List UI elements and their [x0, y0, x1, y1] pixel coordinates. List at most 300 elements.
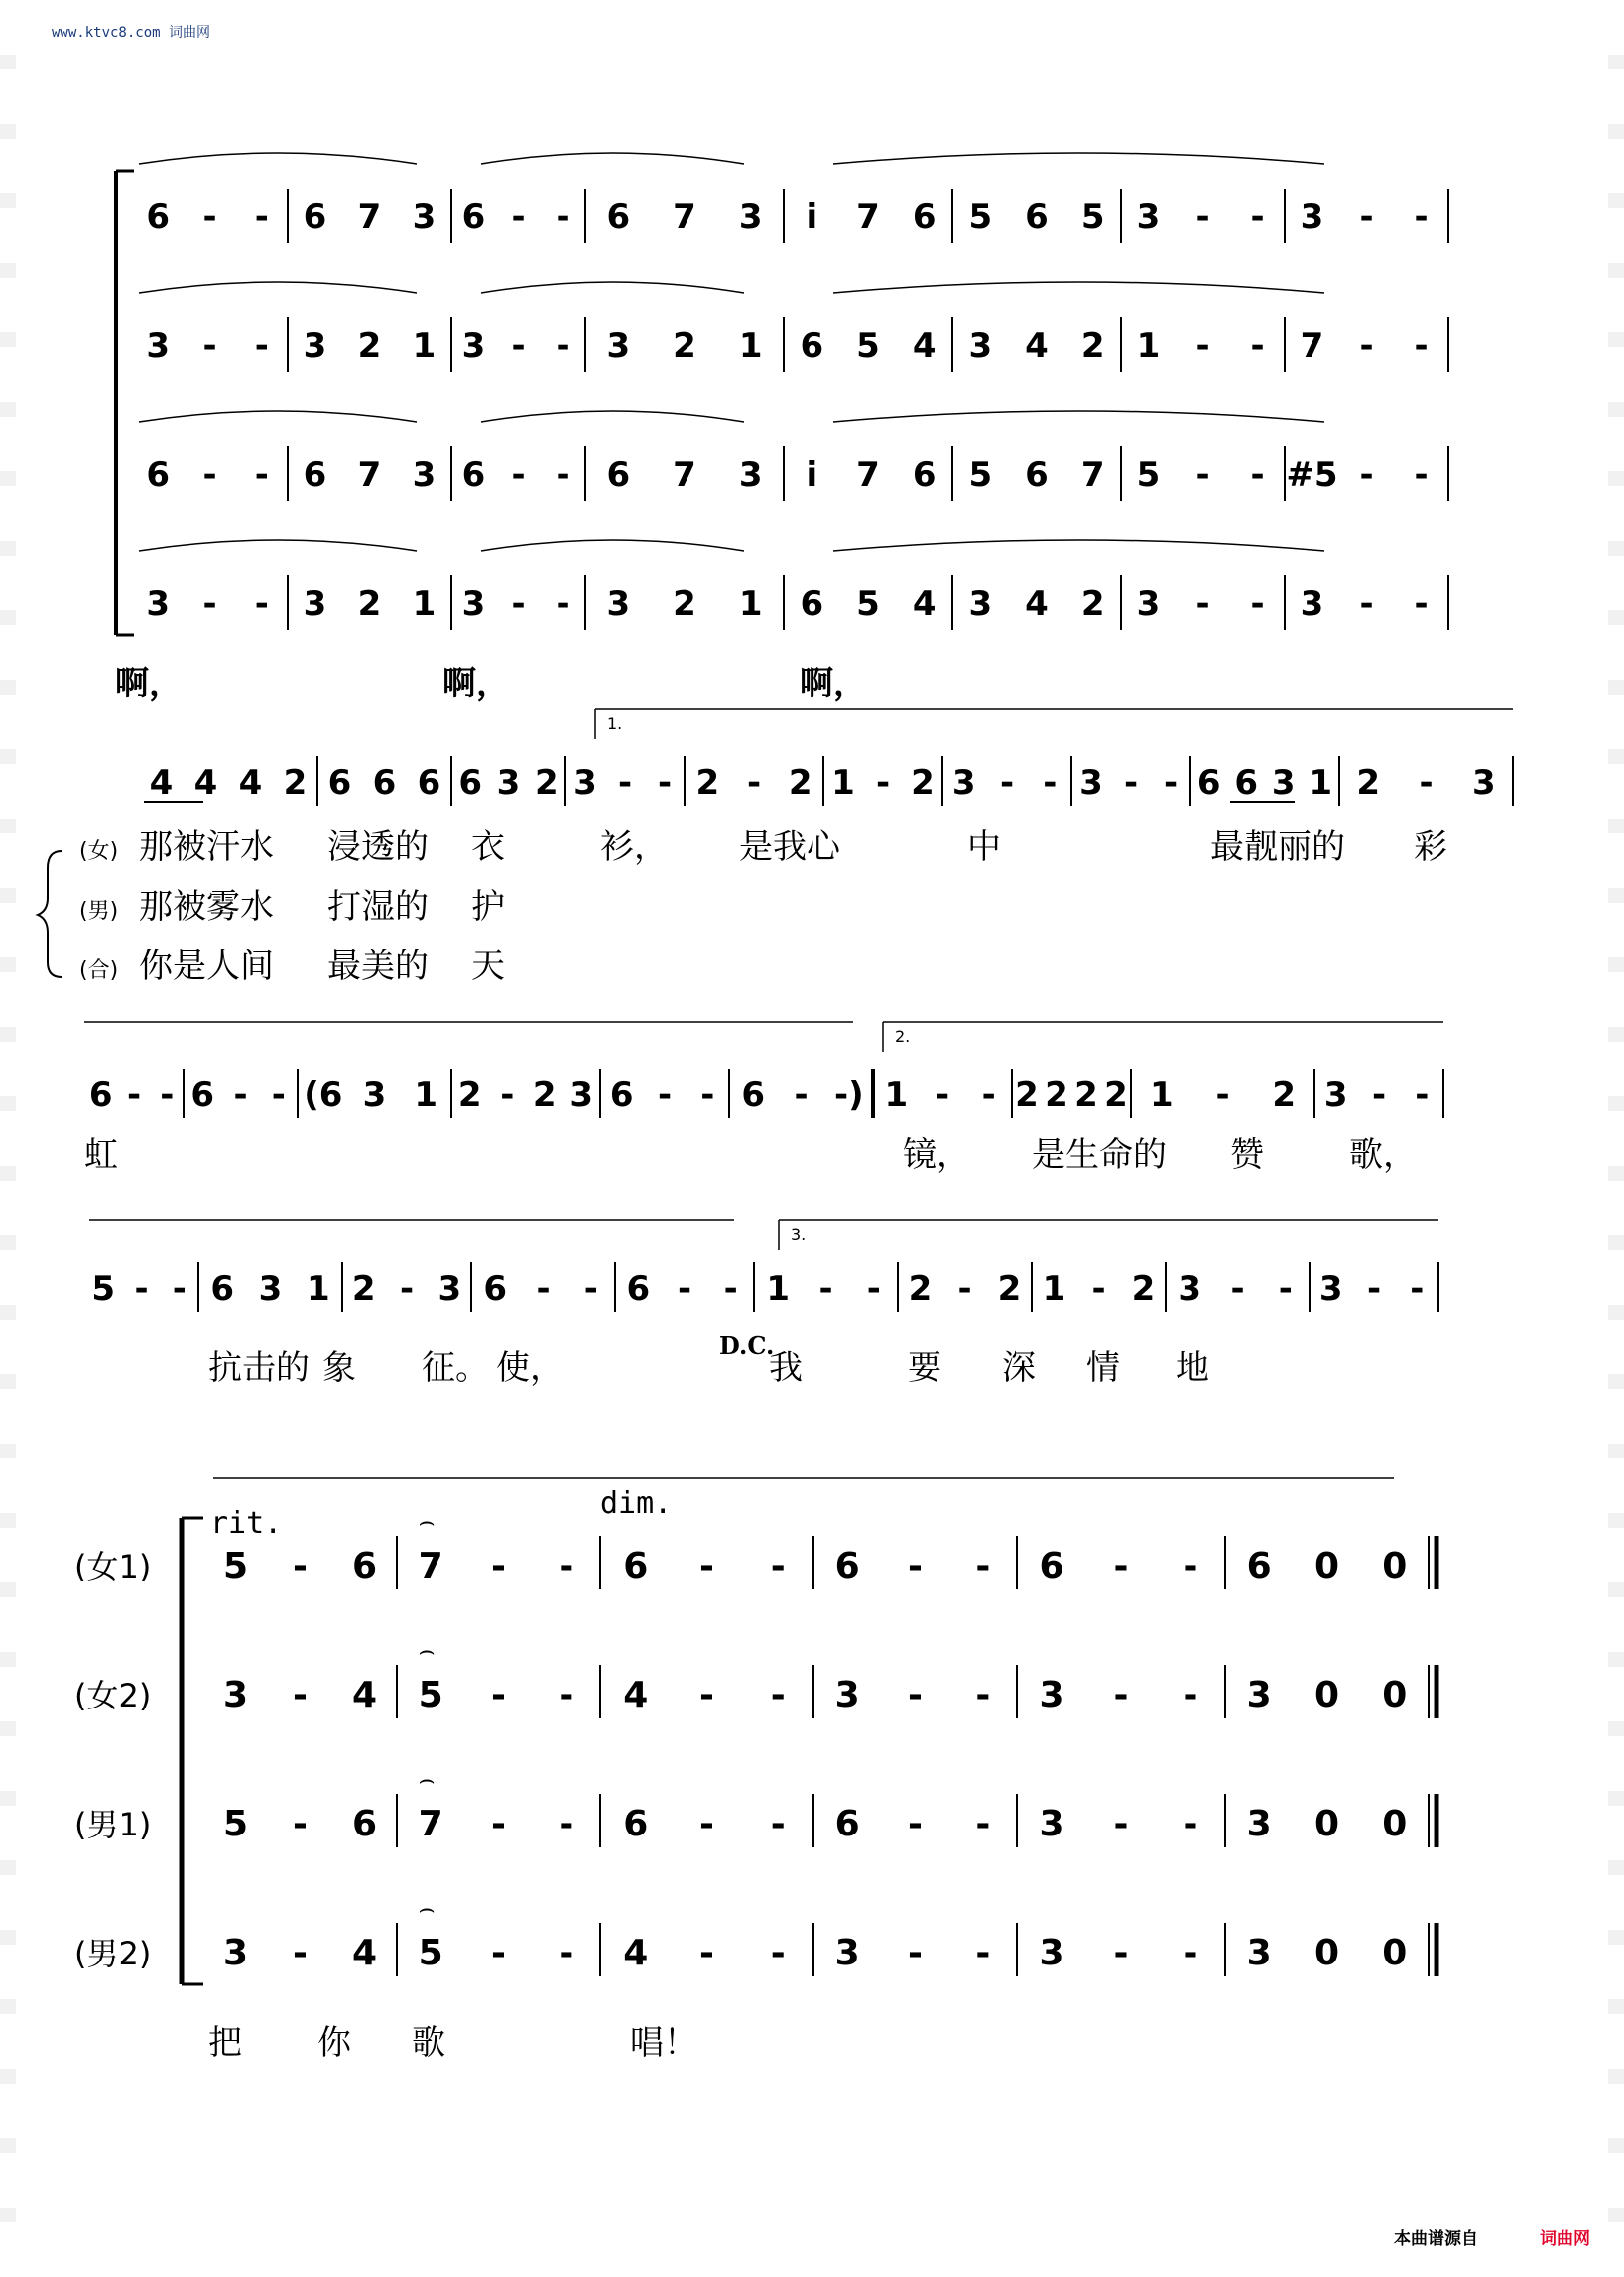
system-3-measure-note: 6: [609, 1075, 634, 1115]
system-5-part-1-note: 6: [1039, 1546, 1064, 1586]
system-4-lyric: 深: [1002, 1348, 1036, 1388]
system-3-measure-note: -: [700, 1075, 715, 1115]
system-1-row-1-note: 6: [912, 197, 937, 237]
system-2-measure-note: -: [1163, 763, 1179, 803]
system-5-part-4-note: 4: [623, 1933, 649, 1973]
system-4-measure-note: -: [172, 1269, 187, 1309]
system-1-row-3-note: 7: [856, 455, 880, 495]
system-1-slur: [139, 540, 417, 551]
dim-marking: dim.: [600, 1486, 673, 1521]
system-2-measure-note: -: [1419, 763, 1434, 803]
system-1-slur: [833, 282, 1324, 293]
system-4-lyric: 使，: [496, 1348, 563, 1388]
system-5-part-3-note: -: [1183, 1804, 1198, 1844]
system-5-part-1-note: -: [699, 1546, 714, 1586]
system-2-measure-note: 3: [1079, 763, 1103, 803]
system-5-part-3-note: -: [491, 1804, 506, 1844]
system-2-lyric: 天: [471, 947, 505, 986]
system-2-measure-note: 2: [1356, 763, 1381, 803]
system-1-lyric: 啊，: [800, 664, 867, 703]
system-1-row-1-note: 7: [357, 197, 382, 237]
system-4-measure-note: -: [1230, 1269, 1245, 1309]
system-5-part-2-note: -: [1113, 1675, 1129, 1715]
system-2-measure-note: 1: [1309, 763, 1333, 803]
volta-1-label: 1.: [607, 714, 623, 733]
system-1-row-2-note: 3: [146, 326, 171, 366]
system-3-lyric: 是生命的: [1032, 1135, 1167, 1175]
system-2-measure-note: 3: [1471, 763, 1496, 803]
system-1-row-2-note: 4: [912, 326, 937, 366]
system-4-measure-note: 1: [306, 1269, 330, 1309]
system-5-part-3-note: 3: [1246, 1804, 1272, 1844]
system-2-measure-note: 6: [417, 763, 441, 803]
system-2-measure-note: -: [999, 763, 1015, 803]
system-3-measure-note: 3: [362, 1075, 387, 1115]
system-4-measure-note: -: [1366, 1269, 1382, 1309]
system-5-part-3-note: 0: [1313, 1804, 1340, 1844]
volta-3-label: 3.: [791, 1225, 807, 1244]
system-1-row-3-note: -: [1195, 455, 1210, 495]
system-1-row-1-note: 3: [1300, 197, 1324, 237]
system-2-lyric-brace: [38, 851, 62, 977]
system-5-part-4-note: 3: [1039, 1933, 1064, 1973]
system-1-lyric: 啊，: [115, 664, 183, 703]
system-2-lyric: 护: [471, 887, 505, 927]
system-1-row-3-note: 6: [1025, 455, 1049, 495]
system-1-row-1-note: 6: [303, 197, 327, 237]
system-4-measure-note: -: [1278, 1269, 1293, 1309]
system-1-row-1-note: 7: [673, 197, 696, 237]
system-4-measure-note: -: [399, 1269, 415, 1309]
system-5-part-1-note: 0: [1382, 1546, 1408, 1586]
system-3-measure-note: -: [1415, 1075, 1430, 1115]
system-1-row-4-note: 2: [1080, 584, 1105, 624]
system-2-lyric-tag: (女): [79, 839, 119, 864]
system-1-slur: [139, 153, 417, 164]
system-1-row-3-note: -: [556, 455, 570, 495]
system-5-part-2-note: 4: [623, 1675, 649, 1715]
system-5-part-4-note: -: [491, 1933, 506, 1973]
system-1-row-2-note: 1: [738, 326, 763, 366]
system-2-lyric-tag: (合): [79, 958, 119, 983]
system-3-measure-note: -: [126, 1075, 142, 1115]
system-1-row-4-note: 4: [912, 584, 937, 624]
site-header: www.ktvc8.com 词曲网: [52, 25, 211, 41]
fermata-icon: ⌢: [418, 1894, 436, 1924]
system-2-lyric: 中: [967, 827, 1001, 867]
system-5-lyric: 唱！: [630, 2023, 697, 2063]
system-5-part-4-note: -: [1183, 1933, 1198, 1973]
system-3-measure-note: -: [160, 1075, 175, 1115]
system-3-measure-note: -: [1215, 1075, 1230, 1115]
system-2-measure-note: 3: [951, 763, 976, 803]
dc-marking: D.C.: [719, 1331, 775, 1360]
system-3-lyric: 虹: [84, 1135, 118, 1175]
system-3-lyric: 赞: [1230, 1135, 1264, 1175]
system-4-measure-note: -: [536, 1269, 551, 1309]
system-1-row-2-note: 3: [303, 326, 327, 366]
system-1-row-2-note: 1: [1136, 326, 1161, 366]
system-5-part-1-note: 7: [418, 1546, 443, 1586]
system-5-part-3-note: 6: [351, 1804, 378, 1844]
system-5-part-3-note: 5: [222, 1804, 249, 1844]
system-1-row-1-note: 6: [606, 197, 631, 237]
system-1-row-2-note: -: [1359, 326, 1374, 366]
system-5-part-2-note: 0: [1313, 1675, 1340, 1715]
system-1-row-1-note: -: [202, 197, 217, 237]
system-1-row-3-note: 3: [738, 455, 763, 495]
system-3-measure-note: 6: [88, 1075, 113, 1115]
system-5-part-1-note: -: [491, 1546, 506, 1586]
system-3-measure-note: -: [233, 1075, 248, 1115]
system-3-measure-note: -: [657, 1075, 673, 1115]
system-5-part-4-note: 3: [1246, 1933, 1272, 1973]
system-4-lyric: 抗击的: [208, 1348, 310, 1388]
system-1-row-3-note: 5: [968, 455, 993, 495]
system-1-row-1-note: 3: [412, 197, 437, 237]
system-2-measure-note: 4: [149, 763, 174, 803]
system-4-measure-note: 1: [766, 1269, 791, 1309]
system-1-row-4-note: 2: [357, 584, 382, 624]
system-4-measure-note: -: [1410, 1269, 1425, 1309]
system-3-measure-note: 2: [532, 1075, 557, 1115]
system-1-row-3-note: 6: [303, 455, 327, 495]
system-2-measure-note: 3: [496, 763, 521, 803]
system-5-part-1-note: 6: [351, 1546, 378, 1586]
system-5-part-3-note: -: [699, 1804, 714, 1844]
system-5-part-3-note: 6: [834, 1804, 860, 1844]
system-1-row-1-note: -: [1250, 197, 1265, 237]
system-5-part-label: (男2): [74, 1935, 152, 1972]
system-5-part-1-note: -: [975, 1546, 991, 1586]
system-1-slur: [833, 153, 1324, 164]
system-1-row-1-note: -: [254, 197, 269, 237]
system-1-row-4-note: 2: [673, 584, 696, 624]
system-5-part-4-note: -: [559, 1933, 574, 1973]
system-1-row-4-note: 3: [303, 584, 327, 624]
system-5-part-3-note: 3: [1039, 1804, 1064, 1844]
system-4-lyric: 情: [1086, 1348, 1120, 1388]
system-2-measure-note: 2: [534, 763, 559, 803]
system-1-row-4-note: -: [1414, 584, 1429, 624]
system-5-part-1-note: 0: [1313, 1546, 1340, 1586]
system-3-measure-note: -: [1371, 1075, 1387, 1115]
system-3-measure-note: (6: [304, 1075, 343, 1115]
system-1-row-3-note: 7: [673, 455, 696, 495]
system-5-part-4-note: 4: [351, 1933, 378, 1973]
system-5-part-4-note: -: [908, 1933, 923, 1973]
system-4-lyric: 象: [322, 1348, 356, 1388]
system-1-row-4-note: 3: [146, 584, 171, 624]
system-5-part-3-note: -: [908, 1804, 923, 1844]
system-4-measure-note: -: [957, 1269, 972, 1309]
system-5-part-2-note: -: [559, 1675, 574, 1715]
system-1-row-2-note: 2: [673, 326, 696, 366]
system-1-row-2-note: -: [556, 326, 570, 366]
system-1-row-3-note: 6: [912, 455, 937, 495]
system-1-row-3-note: 5: [1136, 455, 1161, 495]
system-4-measure-note: 1: [1042, 1269, 1066, 1309]
system-1-row-4-note: 1: [738, 584, 763, 624]
system-5-part-1-note: -: [559, 1546, 574, 1586]
system-2-lyric-tag: (男): [79, 899, 119, 924]
system-4-measure-note: 2: [908, 1269, 933, 1309]
system-1-row-4-note: -: [1359, 584, 1374, 624]
system-1-row-1-note: i: [806, 197, 818, 237]
system-1-row-1-note: -: [1195, 197, 1210, 237]
system-1-row-3-note: -: [254, 455, 269, 495]
rit-marking: rit.: [210, 1506, 283, 1541]
system-2-measure-note: 6: [1196, 763, 1221, 803]
fermata-icon: ⌢: [418, 1636, 436, 1666]
system-1-row-3-note: 6: [606, 455, 631, 495]
system-1-row-1-note: -: [1414, 197, 1429, 237]
system-3-lyric: 镜，: [903, 1135, 970, 1175]
system-1-slur: [481, 153, 744, 164]
system-1-row-4-note: -: [254, 584, 269, 624]
system-4-measure-note: 5: [91, 1269, 116, 1309]
system-5-part-2-note: -: [975, 1675, 991, 1715]
system-2-measure-note: -: [1043, 763, 1058, 803]
system-5-part-1-note: -: [770, 1546, 786, 1586]
system-3-measure-note: 6: [741, 1075, 766, 1115]
system-4-lyric: 地: [1176, 1348, 1209, 1388]
system-3-measure-note: 2: [1272, 1075, 1297, 1115]
system-1-row-3-note: 6: [146, 455, 171, 495]
system-2-measure-note: -: [657, 763, 673, 803]
system-1-row-2-note: 3: [461, 326, 486, 366]
system-1-row-2-note: 4: [1025, 326, 1049, 366]
system-5-part-4-note: -: [699, 1933, 714, 1973]
system-1-row-4-note: 6: [800, 584, 824, 624]
system-1-row-2-note: -: [1195, 326, 1210, 366]
system-1-row-4-note: -: [1250, 584, 1265, 624]
system-1-row-1-note: 3: [738, 197, 763, 237]
system-4-measure-note: 3: [1318, 1269, 1343, 1309]
system-1-row-3-note: -: [1250, 455, 1265, 495]
system-1-row-2-note: -: [1250, 326, 1265, 366]
system-4-lyric: 我: [769, 1348, 803, 1388]
system-2-lyric: 是我心: [739, 827, 840, 867]
system-5-part-3-note: 6: [623, 1804, 649, 1844]
system-2-measure-note: 4: [193, 763, 218, 803]
system-3-measure-note: 3: [569, 1075, 594, 1115]
system-1-row-2-note: -: [254, 326, 269, 366]
system-1-row-2-note: 1: [412, 326, 437, 366]
system-5-part-4-note: -: [293, 1933, 308, 1973]
system-1-row-4-note: 3: [461, 584, 486, 624]
system-3-measure-note: -: [271, 1075, 286, 1115]
system-5-part-1-note: -: [1183, 1546, 1198, 1586]
system-5-part-2-note: 0: [1382, 1675, 1408, 1715]
system-5-part-label: (女2): [74, 1677, 152, 1714]
system-1-row-1-note: -: [511, 197, 526, 237]
system-5-part-1-note: 6: [623, 1546, 649, 1586]
system-2-measure-note: 2: [911, 763, 935, 803]
system-5-part-4-note: 5: [418, 1933, 443, 1973]
system-3-measure-note: 3: [1323, 1075, 1348, 1115]
system-4-lyric: 要: [908, 1348, 941, 1388]
system-4-measure-note: 3: [258, 1269, 283, 1309]
system-5-part-4-note: 0: [1313, 1933, 1340, 1973]
system-4-measure-note: 2: [997, 1269, 1022, 1309]
system-4-measure-note: 3: [1178, 1269, 1202, 1309]
system-1-row-1-note: 5: [968, 197, 993, 237]
system-1-row-2-note: 5: [856, 326, 880, 366]
system-5-part-2-note: 3: [1246, 1675, 1272, 1715]
system-1-slur: [481, 540, 744, 551]
system-2-lyric: 打湿的: [327, 887, 429, 927]
system-1-row-4-note: 4: [1025, 584, 1049, 624]
system-5-part-2-note: 5: [418, 1675, 443, 1715]
system-5-part-1-note: 6: [1246, 1546, 1272, 1586]
system-1-row-4-note: 1: [412, 584, 437, 624]
system-1-slur: [481, 282, 744, 293]
system-1-row-3-note: -: [202, 455, 217, 495]
system-5-part-label: (女1): [74, 1548, 152, 1585]
system-1-row-1-note: 6: [1025, 197, 1049, 237]
system-2-measure-note: -: [617, 763, 633, 803]
system-5-part-1-note: 5: [222, 1546, 249, 1586]
system-2-lyric: 那被汗水: [139, 827, 274, 867]
system-1-row-2-note: 2: [357, 326, 382, 366]
system-4-measure-note: -: [723, 1269, 738, 1309]
system-1-row-2-note: -: [1414, 326, 1429, 366]
system-5-part-4-note: 3: [222, 1933, 249, 1973]
system-4-measure-note: 2: [1131, 1269, 1156, 1309]
system-3-measure-note: 1: [414, 1075, 438, 1115]
system-3-measure-note: -: [794, 1075, 809, 1115]
system-3-measure-note: 6: [190, 1075, 215, 1115]
system-2-lyric: 最靓丽的: [1210, 827, 1345, 867]
system-1-slur: [481, 411, 744, 422]
system-3-measure-note: -: [500, 1075, 515, 1115]
system-5-part-2-note: -: [770, 1675, 786, 1715]
system-3-measure-note: -): [834, 1075, 864, 1115]
system-2-lyric: 你是人间: [139, 947, 274, 986]
system-5-part-1-note: -: [293, 1546, 308, 1586]
system-4-measure-note: -: [1091, 1269, 1106, 1309]
system-1-row-4-note: -: [511, 584, 526, 624]
system-5-part-4-note: -: [975, 1933, 991, 1973]
system-1-row-2-note: 3: [968, 326, 993, 366]
system-2-lyric: 衫，: [600, 827, 668, 867]
system-1-row-2-note: 2: [1080, 326, 1105, 366]
system-3-measure-note: 2: [1015, 1075, 1039, 1115]
system-5-part-3-note: -: [770, 1804, 786, 1844]
system-5-part-2-note: -: [293, 1675, 308, 1715]
system-1-row-3-note: 6: [461, 455, 486, 495]
system-5-part-2-note: -: [1183, 1675, 1198, 1715]
system-5-part-3-note: 7: [418, 1804, 443, 1844]
system-1-row-4-note: -: [556, 584, 570, 624]
system-2-lyric: 衣: [471, 827, 505, 867]
system-1-slur: [139, 411, 417, 422]
system-2-measure-note: 2: [695, 763, 720, 803]
system-3-measure-note: 2: [1104, 1075, 1128, 1115]
system-4-measure-note: 3: [437, 1269, 462, 1309]
system-1-row-3-note: #5: [1286, 455, 1338, 495]
system-3-lyric: 歌，: [1349, 1135, 1417, 1175]
system-4-measure-note: 2: [351, 1269, 376, 1309]
system-2-measure-note: 6: [327, 763, 352, 803]
system-4-measure-note: -: [583, 1269, 598, 1309]
system-1-row-1-note: 6: [461, 197, 486, 237]
system-2-measure-note: 2: [788, 763, 812, 803]
system-3-measure-note: -: [935, 1075, 950, 1115]
system-4-measure-note: -: [677, 1269, 692, 1309]
system-1-row-2-note: -: [202, 326, 217, 366]
system-5-lyric: 你: [317, 2023, 351, 2063]
footer-brand[interactable]: 词曲网: [1540, 2229, 1590, 2249]
system-5-part-2-note: -: [908, 1675, 923, 1715]
system-5-part-3-note: -: [975, 1804, 991, 1844]
system-5-part-2-note: 3: [1039, 1675, 1064, 1715]
system-5-lyric: 把: [208, 2023, 242, 2063]
system-4-measure-note: 6: [626, 1269, 651, 1309]
system-3-measure-note: 1: [1149, 1075, 1174, 1115]
system-2-measure-note: 6: [458, 763, 483, 803]
system-1-row-4-note: 5: [856, 584, 880, 624]
system-5-part-3-note: -: [1113, 1804, 1129, 1844]
system-3-measure-note: 2: [1074, 1075, 1098, 1115]
system-2-measure-note: 6: [1234, 763, 1259, 803]
system-1-row-1-note: 6: [146, 197, 171, 237]
system-5-part-2-note: 3: [834, 1675, 860, 1715]
system-5-part-3-note: 0: [1382, 1804, 1408, 1844]
system-1-row-2-note: 6: [800, 326, 824, 366]
system-4-measure-note: -: [818, 1269, 833, 1309]
system-3-measure-note: 2: [1045, 1075, 1068, 1115]
system-5-part-3-note: -: [293, 1804, 308, 1844]
system-4-measure-note: -: [134, 1269, 149, 1309]
system-1-row-1-note: -: [1359, 197, 1374, 237]
system-5-part-2-note: 4: [351, 1675, 378, 1715]
system-2-measure-note: 2: [283, 763, 308, 803]
system-5-lyric: 歌: [412, 2023, 445, 2063]
system-2-lyric: 最美的: [327, 947, 429, 986]
system-1-slur: [833, 411, 1324, 422]
system-1-row-3-note: i: [806, 455, 818, 495]
system-5-part-2-note: -: [699, 1675, 714, 1715]
system-2-measure-note: 3: [573, 763, 597, 803]
system-2-lyric: 浸透的: [327, 827, 429, 867]
system-2-measure-note: -: [746, 763, 762, 803]
system-1-slur: [139, 282, 417, 293]
system-4-lyric: 征。: [422, 1348, 489, 1388]
system-3-measure-note: 2: [457, 1075, 482, 1115]
system-1-row-4-note: -: [202, 584, 217, 624]
system-5-part-label: (男1): [74, 1806, 152, 1843]
system-5-part-4-note: -: [770, 1933, 786, 1973]
system-5-part-2-note: 3: [222, 1675, 249, 1715]
system-5-part-4-note: -: [1113, 1933, 1129, 1973]
system-1-lyric: 啊，: [442, 664, 510, 703]
system-1-row-2-note: 3: [606, 326, 631, 366]
system-1-row-4-note: 3: [1136, 584, 1161, 624]
system-4-measure-note: 6: [483, 1269, 508, 1309]
system-1-row-2-note: 7: [1300, 326, 1324, 366]
system-1-row-2-note: -: [511, 326, 526, 366]
system-1-row-3-note: -: [1359, 455, 1374, 495]
system-2-lyric: 彩: [1414, 827, 1447, 867]
system-2-measure-note: -: [1123, 763, 1139, 803]
system-1-row-1-note: 3: [1136, 197, 1161, 237]
system-2-measure-note: -: [875, 763, 891, 803]
system-2-measure-note: 6: [372, 763, 397, 803]
system-3-measure-note: -: [981, 1075, 996, 1115]
system-1-row-1-note: -: [556, 197, 570, 237]
